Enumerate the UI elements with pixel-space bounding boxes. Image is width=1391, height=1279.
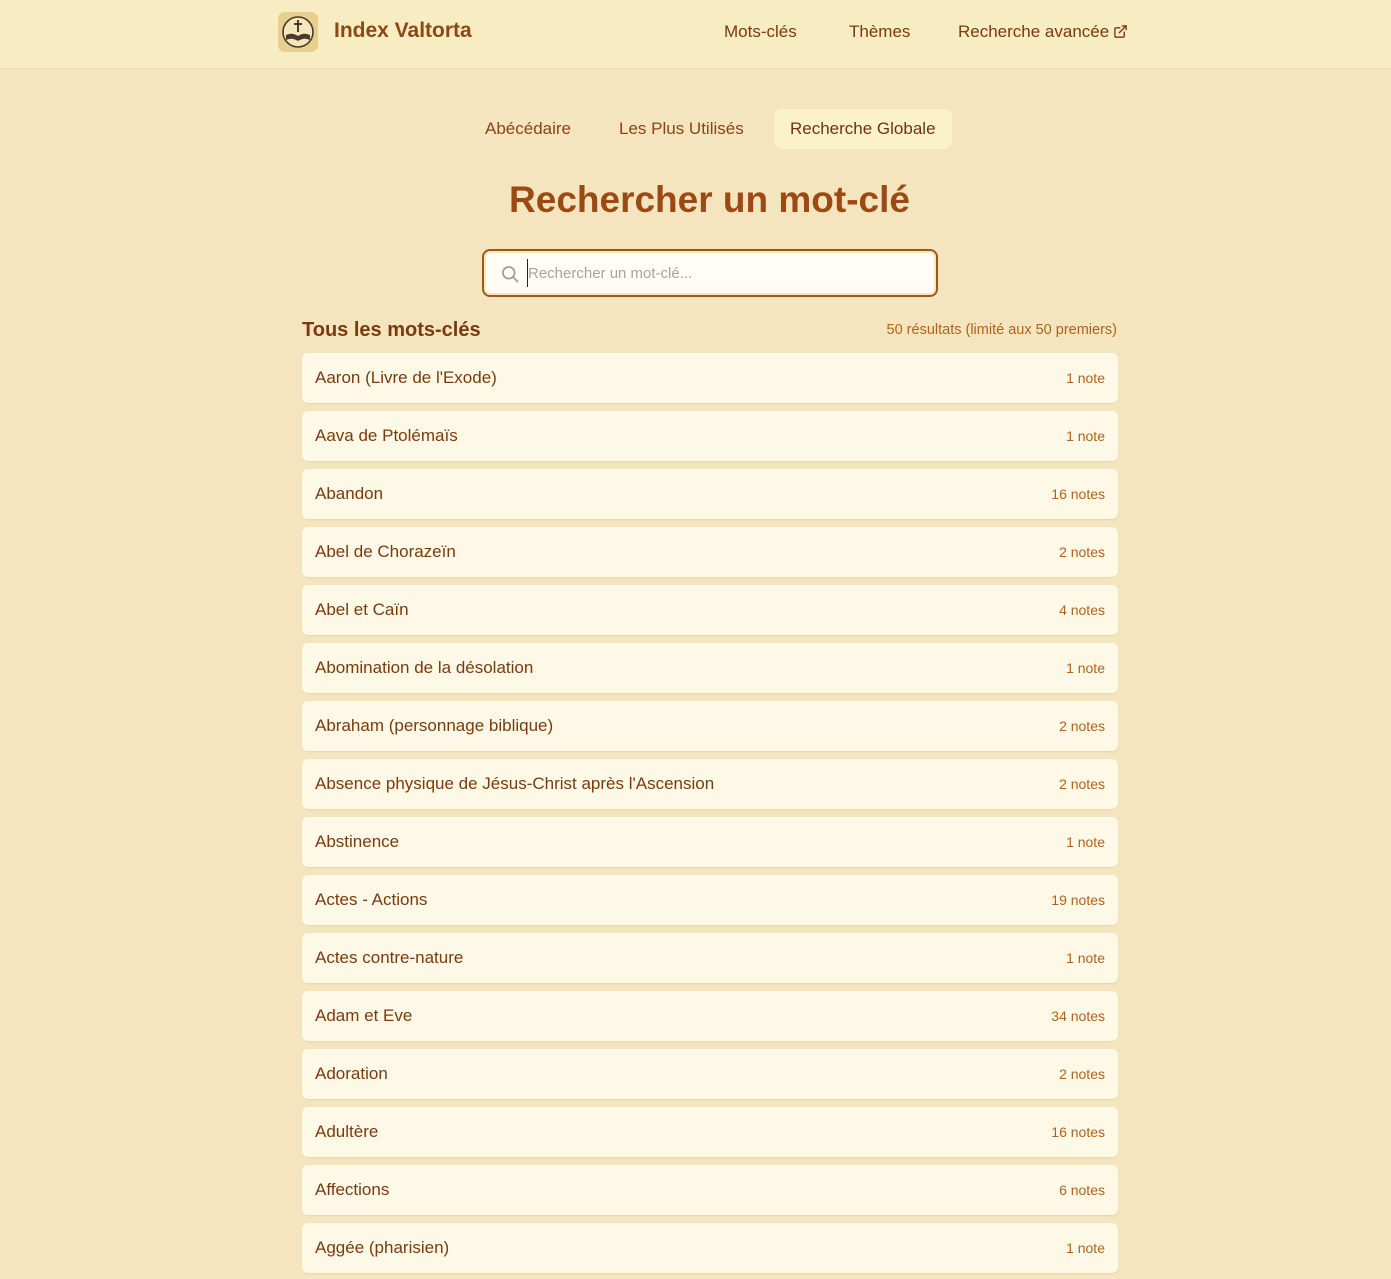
keyword-row[interactable]: [302, 875, 1118, 925]
keyword-label: Abomination de la désolation: [315, 658, 534, 677]
keyword-label: Adam et Eve: [315, 1006, 413, 1025]
keyword-row[interactable]: [302, 469, 1118, 519]
keyword-note-count: 4 notes: [1059, 602, 1105, 618]
keyword-label: Abstinence: [315, 832, 400, 851]
keyword-label: Adoration: [315, 1064, 388, 1083]
keyword-note-count: 2 notes: [1059, 776, 1105, 792]
keyword-note-count: 2 notes: [1059, 718, 1105, 734]
tab-recherche-globale[interactable]: Recherche Globale: [774, 109, 952, 149]
keyword-row[interactable]: [302, 411, 1118, 461]
keyword-label: Actes - Actions: [315, 890, 428, 909]
keyword-label: Aaron (Livre de l'Exode): [315, 368, 497, 387]
keyword-row[interactable]: [302, 701, 1118, 751]
keyword-label: Abandon: [315, 484, 384, 503]
keyword-row[interactable]: [302, 991, 1118, 1041]
keyword-row[interactable]: [302, 643, 1118, 693]
tab-abecedaire[interactable]: Abécédaire: [485, 119, 572, 138]
keyword-row[interactable]: [302, 585, 1118, 635]
keyword-row[interactable]: [302, 527, 1118, 577]
keyword-note-count: 16 notes: [1051, 1124, 1105, 1140]
keyword-row[interactable]: [302, 353, 1118, 403]
keyword-note-count: 1 note: [1066, 834, 1105, 850]
keyword-label: Affections: [315, 1180, 390, 1199]
logo-icon[interactable]: [278, 12, 318, 52]
nav-mots-cles[interactable]: Mots-clés: [724, 22, 797, 41]
keyword-label: Abel de Chorazeïn: [315, 542, 456, 561]
keyword-row[interactable]: [302, 759, 1118, 809]
keyword-note-count: 6 notes: [1059, 1182, 1105, 1198]
top-navbar: [0, 0, 1391, 69]
list-heading: Tous les mots-clés: [302, 319, 481, 341]
keyword-note-count: 2 notes: [1059, 544, 1105, 560]
search-icon: [500, 264, 520, 284]
keyword-label: Aava de Ptolémaïs: [315, 426, 458, 445]
tab-les-plus-utilises[interactable]: Les Plus Utilisés: [619, 119, 744, 138]
keyword-note-count: 19 notes: [1051, 892, 1105, 908]
brand-title[interactable]: Index Valtorta: [334, 19, 472, 42]
keyword-row[interactable]: [302, 1049, 1118, 1099]
search-input[interactable]: [527, 259, 922, 287]
keyword-list: [302, 353, 1118, 1279]
page-title: Rechercher un mot-clé: [509, 179, 910, 220]
nav-recherche-avancee-label: Recherche avancée: [958, 22, 1110, 41]
keyword-label: Abel et Caïn: [315, 600, 409, 619]
keyword-row[interactable]: [302, 933, 1118, 983]
keyword-label: Absence physique de Jésus-Christ après l'Ascension: [315, 774, 715, 793]
keyword-note-count: 1 note: [1066, 950, 1105, 966]
keyword-note-count: 1 note: [1066, 428, 1105, 444]
keyword-note-count: 1 note: [1066, 370, 1105, 386]
nav-recherche-avancee[interactable]: [958, 22, 1128, 42]
keyword-row[interactable]: [302, 1223, 1118, 1273]
keyword-row[interactable]: [302, 1107, 1118, 1157]
keyword-note-count: 16 notes: [1051, 486, 1105, 502]
keyword-note-count: 1 note: [1066, 660, 1105, 676]
search-box: [482, 249, 938, 297]
keyword-label: Actes contre-nature: [315, 948, 464, 967]
keyword-label: Abraham (personnage biblique): [315, 716, 554, 735]
keyword-note-count: 2 notes: [1059, 1066, 1105, 1082]
keyword-row[interactable]: [302, 817, 1118, 867]
keyword-note-count: 1 note: [1066, 1240, 1105, 1256]
external-link-icon: [1113, 24, 1128, 39]
nav-themes[interactable]: Thèmes: [849, 22, 911, 41]
keyword-label: Adultère: [315, 1122, 379, 1141]
keyword-note-count: 34 notes: [1051, 1008, 1105, 1024]
keyword-row[interactable]: [302, 1165, 1118, 1215]
result-count: 50 résultats (limité aux 50 premiers): [886, 322, 1117, 338]
keyword-label: Aggée (pharisien): [315, 1238, 450, 1257]
